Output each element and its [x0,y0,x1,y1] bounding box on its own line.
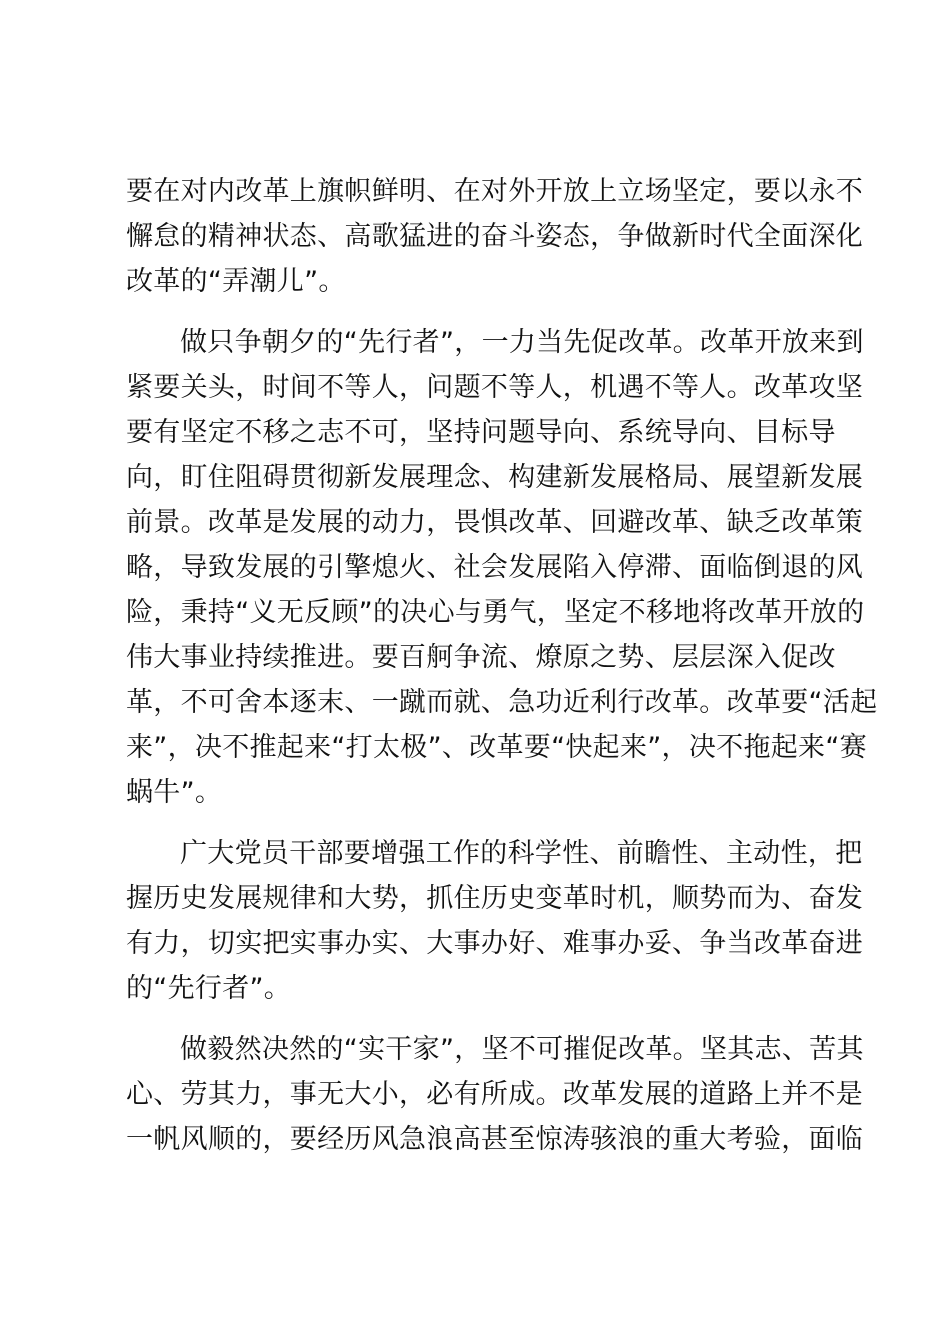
paragraph-3 [126,831,864,1011]
text-line: 懈怠的精神状态、高歌猛进的奋斗姿态，争做新时代全面深化 [126,221,864,252]
document-body [126,169,878,1178]
text-line: 做只争朝夕的“先行者”，一力当先促改革。改革开放来到 [180,327,864,358]
text-line: 有力，切实把实事办实、大事办好、难事办妥、争当改革奋进 [126,928,864,959]
paragraph-4 [126,1027,864,1162]
text-line: 险，秉持“义无反顾”的决心与勇气，坚定不移地将改革开放的 [126,597,865,628]
paragraph-1 [126,169,864,304]
text-line: 伟大事业持续推进。要百舸争流、燎原之势、层层深入促改 [126,642,836,673]
text-line: 革，不可舍本逐末、一蹴而就、急功近利行改革。改革要“活起 [126,687,878,718]
text-line: 的“先行者”。 [126,973,292,1004]
text-line: 来”，决不推起来“打太极”、改革要“快起来”，决不拖起来“赛 [126,732,867,763]
text-line: 广大党员干部要增强工作的科学性、前瞻性、主动性，把 [180,838,863,869]
text-line: 一帆风顺的，要经历风急浪高甚至惊涛骇浪的重大考验，面临 [126,1124,864,1155]
text-line: 紧要关头，时间不等人，问题不等人，机遇不等人。改革攻坚 [126,372,864,403]
text-line: 要有坚定不移之志不可，坚持问题导向、系统导向、目标导 [126,417,836,448]
text-line: 心、劳其力，事无大小，必有所成。改革发展的道路上并不是 [126,1079,864,1110]
text-line: 蜗牛”。 [126,777,223,808]
text-line: 握历史发展规律和大势，抓住历史变革时机，顺势而为、奋发 [126,883,864,914]
text-line: 前景。改革是发展的动力，畏惧改革、回避改革、缺乏改革策 [126,507,864,538]
text-line: 改革的“弄潮儿”。 [126,266,346,297]
text-line: 要在对内改革上旗帜鲜明、在对外开放上立场坚定，要以永不 [126,176,864,207]
paragraph-2 [126,320,878,815]
text-line: 向，盯住阻碍贯彻新发展理念、构建新发展格局、展望新发展 [126,462,864,493]
text-line: 做毅然决然的“实干家”，坚不可摧促改革。坚其志、苦其 [180,1034,864,1065]
text-line: 略，导致发展的引擎熄火、社会发展陷入停滞、面临倒退的风 [126,552,864,583]
